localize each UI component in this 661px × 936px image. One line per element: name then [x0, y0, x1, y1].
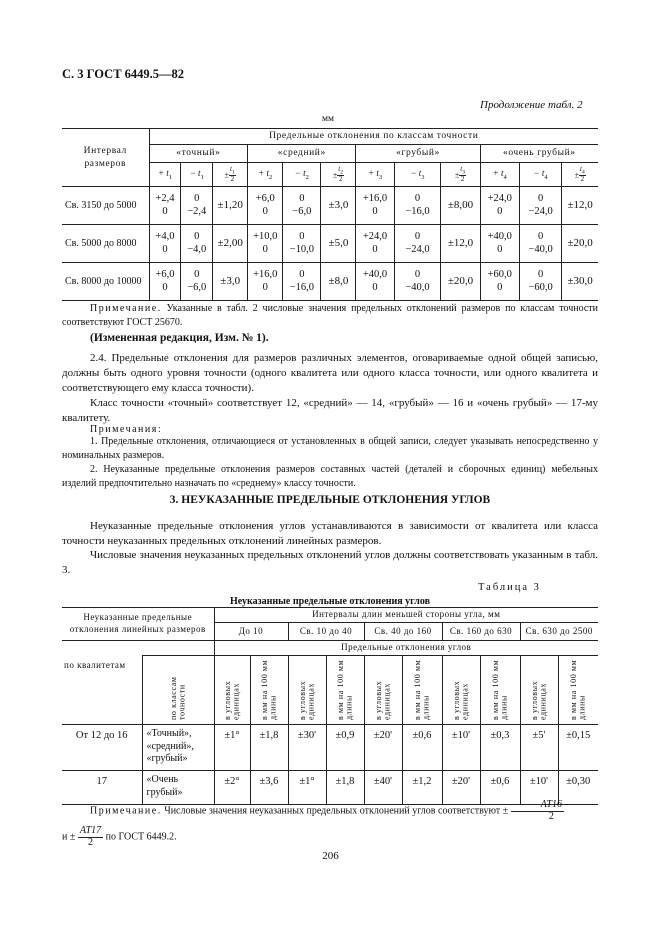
- interval-header: До 10: [214, 623, 288, 641]
- deviation-cell: ±8,0: [321, 263, 356, 301]
- note-text: Указанные в табл. 2 числовые значения предельных отклонений размеров по классам точности соответствуют ГОСТ 25670.: [62, 303, 598, 328]
- fraction: $\frac{t_4}{2}$: [580, 164, 585, 184]
- deviation-cell: 0 −40,0: [394, 263, 441, 301]
- unit-label: мм: [322, 114, 335, 124]
- angle-deviation-cell: ±0,6: [402, 725, 442, 771]
- edition-note: (Измененная редакция, Изм. № 1).: [90, 332, 269, 344]
- class-cell: «Очень грубый»: [142, 771, 214, 805]
- unit-mm-header: в мм на 100 мм длины: [250, 656, 288, 725]
- deviation-cell: +60,0 0: [480, 263, 519, 301]
- note-item-2: 2. Неуказанные предельные отклонения размеров составных частей (деталей и сборочных единиц) мебельных изделий предпочтительно назначать по «среднему» классу точности.: [62, 464, 598, 489]
- sub-header-minus: − $t_2$: [283, 163, 321, 187]
- page-number: 206: [322, 850, 339, 862]
- left-header: Неуказанные предельные отклонения линейных размеров: [62, 608, 214, 641]
- angle-deviation-cell: ±3,6: [250, 771, 288, 805]
- deviation-cell: ±12,0: [441, 225, 480, 263]
- deviation-cell: 0 −24,0: [394, 225, 441, 263]
- unit-mm-header: в мм на 100 мм длины: [326, 656, 364, 725]
- angle-deviation-cell: ±0,9: [326, 725, 364, 771]
- class-header: «средний»: [248, 145, 356, 163]
- table-2: [62, 128, 598, 301]
- class-header: «очень грубый»: [480, 145, 598, 163]
- table-3-title: Неуказанные предельные отклонения углов: [230, 596, 430, 607]
- angle-deviation-cell: ±1,8: [326, 771, 364, 805]
- angle-deviation-cell: ±1,2: [402, 771, 442, 805]
- continuation-label: Продолжение табл. 2: [480, 99, 583, 111]
- table3-note-line2: [62, 826, 177, 848]
- qualitet-cell: От 12 до 16: [62, 725, 142, 771]
- interval-header: Св. 160 до 630: [442, 623, 520, 641]
- fraction-at17: $\frac{AT17}{2}$: [79, 825, 102, 848]
- deviation-cell: +6,0 0: [149, 263, 181, 301]
- paragraph-class: Класс точности «точный» соответствует 12, «средний» — 14, «грубый» — 16 и «очень грубый» — 17-му квалитету.: [62, 397, 598, 424]
- table-row: [62, 225, 598, 263]
- table-3: [62, 607, 598, 805]
- interval-header: Св. 10 до 40: [288, 623, 364, 641]
- intervals-header: Интервалы длин меньшей стороны угла, мм: [214, 608, 598, 623]
- deviation-cell: 0 −4,0: [181, 225, 213, 263]
- sub-header-plus: + $t_1$: [149, 163, 181, 187]
- angle-deviation-cell: ±30': [288, 725, 326, 771]
- note-label: Примечание.: [90, 303, 162, 314]
- angle-deviation-cell: ±40': [364, 771, 402, 805]
- angle-deviation-cell: ±1,8: [250, 725, 288, 771]
- sub-header-half: ± $\frac{t_4}{2}$: [562, 163, 598, 187]
- page-header: С. 3 ГОСТ 6449.5—82: [62, 67, 185, 81]
- section-3-title: 3. НЕУКАЗАННЫЕ ПРЕДЕЛЬНЫЕ ОТКЛОНЕНИЯ УГЛОВ: [169, 494, 491, 506]
- interval-cell: Св. 3150 до 5000: [62, 187, 149, 225]
- sub-header-minus: − $t_3$: [394, 163, 441, 187]
- deviation-cell: +40,0 0: [356, 263, 394, 301]
- sub-header-minus: − $t_4$: [519, 163, 561, 187]
- angle-deviation-cell: ±1°: [214, 725, 250, 771]
- deviation-cell: +2,4 0: [149, 187, 181, 225]
- deviation-cell: +24,0 0: [480, 187, 519, 225]
- table2-note: [62, 302, 598, 330]
- deviation-cell: +4,0 0: [149, 225, 181, 263]
- paragraph-s3-1: Неуказанные предельные отклонения углов устанавливаются в зависимости от квалитета или класса точности неуказанных предельных отклонений линейных размеров.: [62, 520, 598, 547]
- angle-deviation-cell: ±0,6: [480, 771, 520, 805]
- deviation-cell: ±2,00: [213, 225, 248, 263]
- paragraph-s3-2: Числовые значения неуказанных предельных отклонений углов должны соответствовать указанным в табл. 3.: [62, 549, 598, 576]
- by-class-header: по классам точности: [142, 656, 214, 725]
- deviation-cell: +16,0 0: [356, 187, 394, 225]
- angle-deviation-cell: ±2°: [214, 771, 250, 805]
- fraction: $\frac{t_2}{2}$: [338, 164, 343, 184]
- deviation-cell: 0 −2,4: [181, 187, 213, 225]
- deviation-cell: ±5,0: [321, 225, 356, 263]
- fraction-at16: $\frac{AT16}{2}$: [511, 800, 564, 822]
- angle-deviation-cell: ±0,15: [558, 725, 598, 771]
- interval-header: Св. 630 до 2500: [520, 623, 598, 641]
- fraction: $\frac{t_1}{2}$: [230, 164, 235, 184]
- deviation-cell: ±20,0: [441, 263, 480, 301]
- angle-deviation-cell: ±1°: [288, 771, 326, 805]
- note3-label: Примечание.: [90, 805, 162, 817]
- sub-header-minus: − $t_1$: [181, 163, 213, 187]
- deviation-cell: 0 −10,0: [283, 225, 321, 263]
- deviation-cell: ±3,0: [213, 263, 248, 301]
- table-row: [62, 263, 598, 301]
- class-header: «точный»: [149, 145, 248, 163]
- qualitet-cell: 17: [62, 771, 142, 805]
- angle-deviation-cell: ±20': [364, 725, 402, 771]
- table3-note: [62, 800, 598, 822]
- deviation-cell: 0 −16,0: [394, 187, 441, 225]
- unit-mm-header: в мм на 100 мм длины: [402, 656, 442, 725]
- deviation-cell: ±12,0: [562, 187, 598, 225]
- interval-cell: Св. 5000 до 8000: [62, 225, 149, 263]
- deviation-cell: ±20,0: [562, 225, 598, 263]
- deviation-cell: 0 −60,0: [519, 263, 561, 301]
- deviation-cell: +40,0 0: [480, 225, 519, 263]
- unit-angle-header: в угловых единицах: [520, 656, 558, 725]
- unit-mm-header: в мм на 100 мм длины: [558, 656, 598, 725]
- table-row: [62, 725, 598, 771]
- deviation-cell: ±30,0: [562, 263, 598, 301]
- paragraph-2-4: 2.4. Предельные отклонения для размеров различных элементов, оговариваемые одной общей записью, должны быть одного уровня точности (одного квалитета или одного класса точности, или одного квалитета и соответствующего ему класса точности).: [62, 352, 598, 394]
- angle-deviation-cell: ±5': [520, 725, 558, 771]
- main-header: Предельные отклонения по классам точности: [149, 129, 598, 145]
- class-cell: «Точный», «средний», «грубый»: [142, 725, 214, 771]
- fraction: $\frac{t_3}{2}$: [460, 164, 465, 184]
- deviation-cell: ±8,00: [441, 187, 480, 225]
- sub-header-half: ± $\frac{t_3}{2}$: [441, 163, 480, 187]
- sub-header-plus: + $t_4$: [480, 163, 519, 187]
- deviation-cell: ±3,0: [321, 187, 356, 225]
- and-text: и ±: [62, 831, 76, 843]
- blank-cell: [62, 641, 214, 656]
- angle-deviation-cell: ±10': [520, 771, 558, 805]
- deviation-cell: 0 −6,0: [283, 187, 321, 225]
- note3-text: Числовые значения неуказанных предельных отклонений углов соответствуют ±: [161, 805, 509, 817]
- deviation-cell: +6,0 0: [248, 187, 283, 225]
- unit-angle-header: в угловых единицах: [214, 656, 250, 725]
- unit-mm-header: в мм на 100 мм длины: [480, 656, 520, 725]
- note3-tail: по ГОСТ 6449.2.: [105, 831, 177, 843]
- notes-label: Примечания:: [90, 424, 163, 435]
- sub-header-plus: + $t_3$: [356, 163, 394, 187]
- deviation-cell: ±1,20: [213, 187, 248, 225]
- deviation-cell: 0 −40,0: [519, 225, 561, 263]
- deviation-cell: 0 −16,0: [283, 263, 321, 301]
- by-qualitet-header: по квалитетам: [62, 656, 142, 725]
- angle-deviation-cell: ±20': [442, 771, 480, 805]
- class-header: «грубый»: [356, 145, 480, 163]
- deviation-cell: +24,0 0: [356, 225, 394, 263]
- table-3-label: Таблица 3: [478, 582, 541, 593]
- unit-angle-header: в угловых единицах: [364, 656, 402, 725]
- angle-deviation-cell: ±0,30: [558, 771, 598, 805]
- interval-header: Св. 40 до 160: [364, 623, 442, 641]
- table-row: [62, 187, 598, 225]
- interval-cell: Св. 8000 до 10000: [62, 263, 149, 301]
- interval-header: Интервал размеров: [62, 129, 149, 187]
- sub-header-half: ± $\frac{t_2}{2}$: [321, 163, 356, 187]
- note-item-1: 1. Предельные отклонения, отличающиеся от установленных в общей записи, следует указывать непосредственно у номинальных размеров.: [62, 436, 598, 461]
- angle-deviation-cell: ±10': [442, 725, 480, 771]
- unit-angle-header: в угловых единицах: [288, 656, 326, 725]
- sub-header-half: ± $\frac{t_1}{2}$: [213, 163, 248, 187]
- unit-angle-header: в угловых единицах: [442, 656, 480, 725]
- angle-deviation-cell: ±0,3: [480, 725, 520, 771]
- deviation-cell: 0 −24,0: [519, 187, 561, 225]
- deviations-header: Предельные отклонения углов: [214, 641, 598, 656]
- sub-header-plus: + $t_2$: [248, 163, 283, 187]
- deviation-cell: +16,0 0: [248, 263, 283, 301]
- deviation-cell: 0 −6,0: [181, 263, 213, 301]
- deviation-cell: +10,0 0: [248, 225, 283, 263]
